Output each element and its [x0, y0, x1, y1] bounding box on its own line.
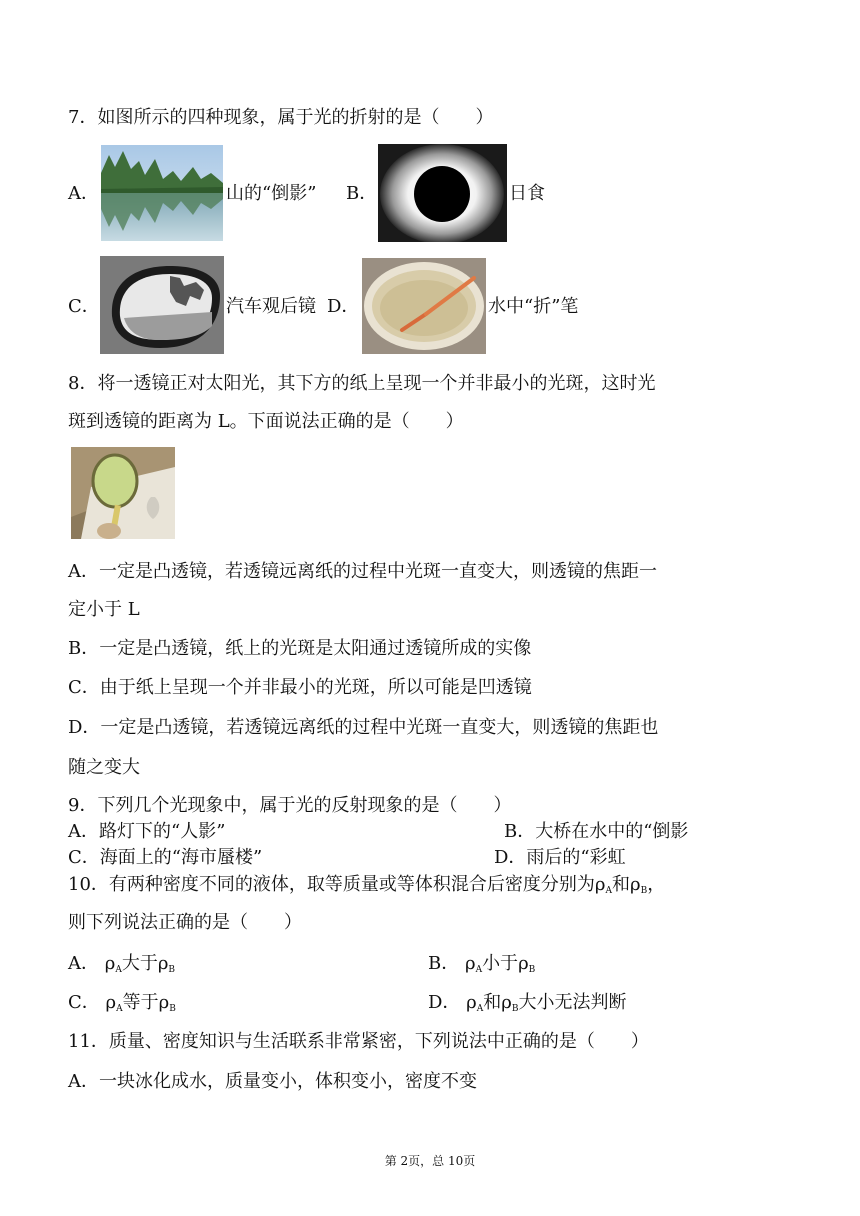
q7-option-a-text: 山的“倒影”	[226, 183, 317, 204]
q8-option-a-line-1: A．一定是凸透镜，若透镜远离纸的过程中光斑一直变大，则透镜的焦距一	[68, 561, 657, 582]
mountain-reflection-image	[101, 145, 223, 241]
page-footer: 第 2页，总 10页	[384, 1154, 476, 1168]
q7-option-b-label: B．	[346, 183, 378, 204]
q10-option-b-relation: 小于	[482, 953, 519, 974]
q8-stem-line-2: 斑到透镜的距离为 L。下面说法正确的是（ ）	[68, 411, 464, 432]
q10-stem-text: 10．有两种密度不同的液体，取等质量或等体积混合后密度分别为	[68, 874, 595, 895]
rho-symbol: ρ	[157, 953, 169, 974]
q8-option-a-line-2: 定小于 L	[68, 599, 140, 620]
q7-option-c-label: C．	[68, 296, 100, 317]
q10-option-d-and: 和	[483, 992, 502, 1013]
q10-option-c-label: C．	[68, 992, 100, 1013]
subscript-b: B	[168, 965, 176, 975]
q8-option-b: B．一定是凸透镜，纸上的光斑是太阳通过透镜所成的实像	[68, 638, 532, 659]
q8-option-c: C．由于纸上呈现一个并非最小的光斑，所以可能是凹透镜	[68, 677, 532, 698]
bent-pencil-in-water-image	[362, 258, 486, 354]
q10-option-d	[428, 991, 626, 1021]
rho-symbol: ρ	[466, 992, 477, 1013]
q9-option-d: D．雨后的“彩虹	[494, 847, 626, 868]
q9-option-c: C．海面上的“海市蜃楼”	[68, 847, 263, 868]
magnifier-sunlight-image	[71, 447, 175, 539]
q10-option-d-tail: 大小无法判断	[518, 992, 627, 1013]
rho-symbol: ρ	[501, 992, 512, 1013]
q10-option-a-label: A．	[68, 953, 99, 974]
rho-symbol: ρ	[518, 953, 529, 974]
q10-stem-and: 和	[612, 874, 630, 895]
q8-option-d-line-1: D．一定是凸透镜，若透镜远离纸的过程中光斑一直变大，则透镜的焦距也	[68, 717, 659, 738]
rho-symbol: ρ	[104, 953, 116, 974]
q10-option-b-label: B．	[428, 953, 460, 974]
subscript-b: B	[528, 965, 536, 975]
rearview-mirror-image	[100, 256, 224, 354]
subscript-b: B	[640, 886, 648, 896]
subscript-b: B	[511, 1004, 519, 1014]
subscript-a: A	[605, 886, 612, 896]
q11-option-a: A．一块冰化成水，质量变小，体积变小，密度不变	[68, 1071, 477, 1092]
q10-stem-line-2: 则下列说法正确的是（ ）	[68, 912, 302, 933]
subscript-a: A	[476, 1004, 484, 1014]
q10-option-c	[68, 991, 176, 1021]
subscript-a: A	[116, 1004, 123, 1014]
q10-stem-comma: ，	[647, 874, 666, 895]
q8-option-d-line-2: 随之变大	[68, 757, 140, 778]
rho-symbol: ρ	[464, 953, 476, 974]
q7-option-d-label: D．	[327, 296, 360, 317]
rho-symbol: ρ	[594, 874, 606, 895]
q10-option-c-relation: 等于	[122, 992, 159, 1013]
q9-option-b: B．大桥在水中的“倒影	[504, 821, 689, 842]
q7-option-b-text: 日食	[509, 183, 545, 204]
rho-symbol: ρ	[158, 992, 170, 1013]
rho-symbol: ρ	[630, 874, 641, 895]
q8-stem-line-1: 8．将一透镜正对太阳光，其下方的纸上呈现一个并非最小的光斑，这时光	[68, 373, 656, 394]
q10-option-b	[428, 952, 535, 982]
q9-option-a: A．路灯下的“人影”	[68, 821, 226, 842]
q7-option-a-label: A．	[68, 183, 99, 204]
q9-stem: 9．下列几个光现象中，属于光的反射现象的是（ ）	[68, 795, 512, 816]
q7-option-c-text: 汽车观后镜	[226, 296, 316, 317]
q10-option-a	[68, 952, 175, 982]
subscript-b: B	[169, 1004, 176, 1014]
q7-stem: 7．如图所示的四种现象，属于光的折射的是（ ）	[68, 107, 494, 128]
rho-symbol: ρ	[105, 992, 117, 1013]
subscript-a: A	[475, 965, 483, 975]
subscript-a: A	[115, 965, 122, 975]
q10-option-d-label: D．	[428, 992, 461, 1013]
q7-option-d-text: 水中“折”笔	[488, 296, 579, 317]
solar-eclipse-image	[378, 144, 507, 242]
q11-stem: 11．质量、密度知识与生活联系非常紧密，下列说法中正确的是（ ）	[68, 1031, 649, 1052]
q10-option-a-relation: 大于	[121, 953, 158, 974]
q10-stem-line-1	[68, 873, 665, 903]
